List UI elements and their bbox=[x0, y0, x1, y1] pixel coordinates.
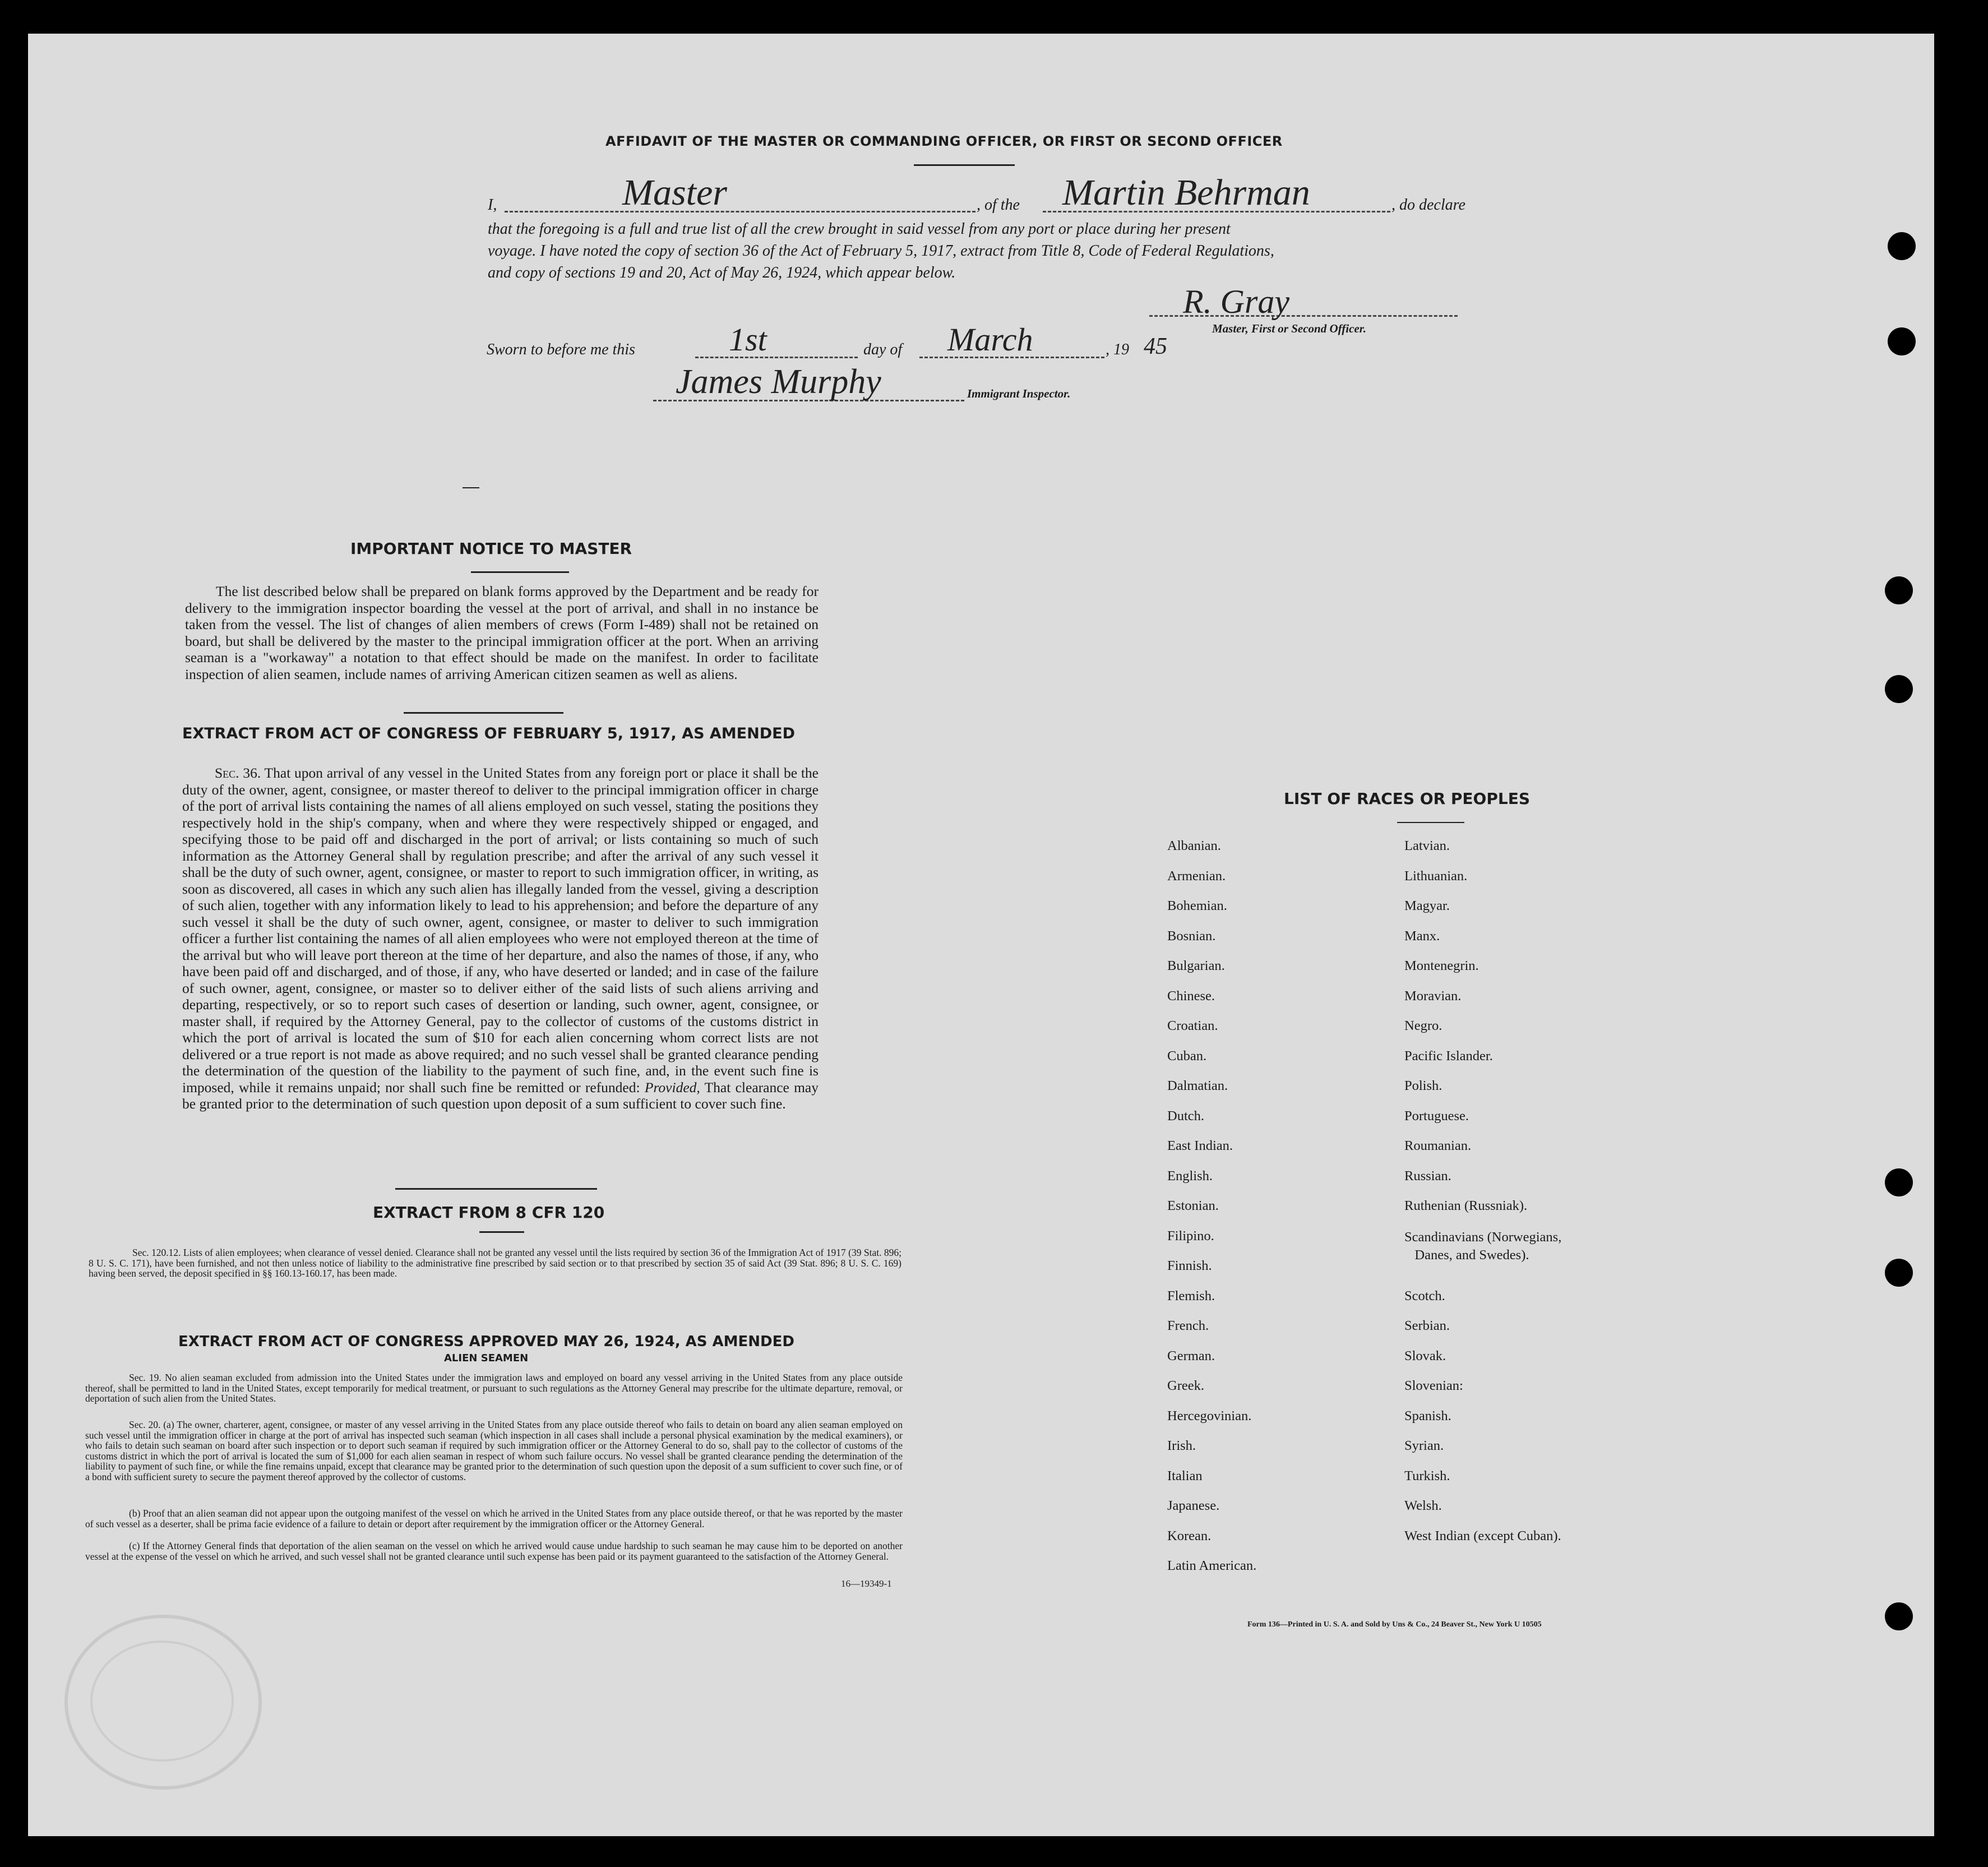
race-item: Hercegovinian. bbox=[1167, 1408, 1252, 1424]
race-item: Serbian. bbox=[1404, 1318, 1450, 1333]
punch-hole bbox=[1885, 576, 1913, 604]
race-item: Ruthenian (Russniak). bbox=[1404, 1198, 1528, 1213]
race-item: Greek. bbox=[1167, 1378, 1204, 1393]
printer-footer: Form 136—Printed in U. S. A. and Sold by Uns & Co., 24 Beaver St., New York U 10505 bbox=[1247, 1620, 1542, 1629]
extract-cfr-body: Sec. 120.12. Lists of alien employees; when clearance of vessel denied. Clearance shall not be granted any vessel until the lists required by section 36 of the Immigration Act of 1917 (39 Stat. 896; 8 U. S. C. 171), have been furnished, and not then unless notice of liability to the administrative fine prescribed by said section or to that prescribed by section 35 of said Act (39 Stat. 896; 8 U. S. C. 169) having been served, the deposit specified in §§ 160.13-160.17, has been made. bbox=[89, 1247, 901, 1279]
race-item: Albanian. bbox=[1167, 838, 1221, 853]
race-item: Flemish. bbox=[1167, 1288, 1215, 1304]
race-item: Polish. bbox=[1404, 1078, 1443, 1093]
punch-hole bbox=[1885, 1168, 1913, 1196]
sec20a-text: Sec. 20. (a) The owner, charterer, agent, consignee, or master of any vessel arriving in the United States from any place outside thereof who fails to detain on board any alien seaman employed on such vessel until the immigration officer in charge at the port of arrival has inspected such seaman (which inspection in all cases shall include a personal physical examination by the medical examiners), or who fails to detain such seaman on board after such inspection or to deport such seaman if required by such immigration officer or the Attorney General to do so, shall pay to the collector of customs of the customs district in which the port of arrival is located the sum of $1,000 for each alien seaman in respect of whom such failure occurs. No vessel shall be granted clearance pending the determination of the liability to payment of such fine, or while the fine remains unpaid, except that clearance may be granted prior to the determination of such question upon the deposit of a sum sufficient to cover such fine, or of a bond with sufficient surety to secure the payment thereof approved by the collector of customs. bbox=[85, 1419, 903, 1482]
divider-dash bbox=[463, 487, 479, 488]
race-item: Finnish. bbox=[1167, 1258, 1212, 1273]
race-item: Welsh. bbox=[1404, 1498, 1442, 1513]
notice-body: The list described below shall be prepared on blank forms approved by the Department and be ready for delivery to the immigration inspector boarding the vessel at the port of arrival, and shall in no instance be taken from the vessel. The list of changes of alien members of crews (Form I-489) shall not be retained on board, but shall be delivered by the master to the principal immigration officer at the port. When an arriving seaman is a "workaway" a notation to that effect should be made on the manifest. In order to facilitate inspection of alien seamen, include names of arriving American citizen seamen as well as aliens. bbox=[185, 583, 819, 682]
race-item: Dutch. bbox=[1167, 1108, 1204, 1124]
master-signature-label: Master, First or Second Officer. bbox=[1212, 322, 1366, 335]
sworn-month-handwritten: March bbox=[947, 321, 1033, 358]
of-label: , of the bbox=[977, 196, 1020, 214]
section-rule bbox=[395, 1188, 597, 1190]
race-item: Roumanian. bbox=[1404, 1138, 1472, 1153]
race-item: Armenian. bbox=[1167, 868, 1226, 884]
notice-title: IMPORTANT NOTICE TO MASTER bbox=[350, 539, 632, 558]
sec36-text: That upon arrival of any vessel in the United States from any foreign port or place it shall be the duty of the owner, agent, consignee, or master thereof to deliver to the principal immigration officer in charge of the port of arrival lists containing the names of all aliens employed on such vessel, stating the positions they respectively hold in the ship's company, when and where they were respectively shipped or engaged, and specifying those to be paid off and discharged in the port of arrival; or lists containing so much of such information as the Attorney General shall by regulation prescribe; and after the arrival of any such vessel it shall be the duty of such owner, agent, consignee, or master to report to such immigration officer, in writing, as soon as discovered, all cases in which any such alien has illegally landed from the vessel, giving a description of such alien, together with any information likely to lead to his apprehension; and before the departure of any such vessel it shall be the duty of such owner, agent, consignee, or master to deliver to such immigration officer a further list containing the names of all alien employees who were not employed thereon at the time of the arrival but who will leave port thereon at the time of her departure, and also the names of those, if any, who have been paid off and discharged, and of those, if any, who have deserted or landed; and in case of the failure of such owner, agent, consignee, or master so to deliver either of the said lists of such aliens arriving and departing, respectively, or so to report such cases of desertion or landing, such owner, agent, consignee, or master shall, if required by the Attorney General, pay to the collector of customs of the customs district in which the port of arrival is located the sum of $10 for each alien concerning whom correct lists are not delivered or a true report is not made as above required; and no such vessel shall be granted clearance pending the determination of the question of the liability to the payment of such fine, and, in the event such fine is imposed, while it remains unpaid; nor shall such fine be remitted or refunded: bbox=[182, 765, 819, 1096]
race-item: Bohemian. bbox=[1167, 898, 1227, 913]
race-item: Latvian. bbox=[1404, 838, 1450, 853]
punch-hole bbox=[1885, 1259, 1913, 1287]
race-item: Japanese. bbox=[1167, 1498, 1220, 1513]
sec19-text: Sec. 19. No alien seaman excluded from admission into the United States under the immigration laws and employed on board any vessel arriving in the United States from any place outside thereof, shall be permitted to land in the United States, except temporarily for medical treatment, or pursuant to such regulations as the Attorney General may prescribe for the ultimate departure, removal, or deportation of such alien from the United States. bbox=[85, 1372, 903, 1404]
cfr-rule bbox=[479, 1231, 524, 1233]
affidavit-title: AFFIDAVIT OF THE MASTER OR COMMANDING OFFICER, OR FIRST OR SECOND OFFICER bbox=[605, 133, 1283, 149]
race-item: Slovak. bbox=[1404, 1348, 1446, 1364]
race-item: English. bbox=[1167, 1168, 1213, 1184]
master-title-handwritten: Master bbox=[622, 172, 727, 213]
punch-hole bbox=[1888, 327, 1916, 355]
sworn-label: Sworn to before me this bbox=[487, 341, 635, 358]
race-item: Lithuanian. bbox=[1404, 868, 1468, 884]
race-item: Scotch. bbox=[1404, 1288, 1445, 1304]
sworn-day-line bbox=[695, 357, 858, 358]
race-item: Russian. bbox=[1404, 1168, 1451, 1184]
notice-rule bbox=[471, 571, 569, 573]
race-item: French. bbox=[1167, 1318, 1209, 1333]
sworn-day-handwritten: 1st bbox=[729, 321, 767, 358]
sec36-text-end: That clearance may be granted prior to the determination of such question upon deposit of a sum sufficient to cover such fine. bbox=[182, 1079, 819, 1112]
affidavit-body-line1: that the foregoing is a full and true list of all the crew brought in said vessel from any port or place during her present bbox=[488, 220, 1231, 238]
race-item: Scandinavians (Norwegians, Danes, and Swedes). bbox=[1404, 1229, 1562, 1263]
race-item: West Indian (except Cuban). bbox=[1404, 1528, 1561, 1543]
form-code: 16—19349-1 bbox=[841, 1578, 892, 1589]
affidavit-body-line2: voyage. I have noted the copy of section 36 of the Act of February 5, 1917, extract from Title 8, Code of Federal Regulations, bbox=[488, 242, 1274, 260]
race-item: Cuban. bbox=[1167, 1048, 1207, 1064]
extract-1924-subtitle: ALIEN SEAMEN bbox=[444, 1352, 529, 1364]
extract-1917-body bbox=[182, 765, 819, 1112]
day-of-label: day of bbox=[863, 341, 903, 358]
race-item: Dalmatian. bbox=[1167, 1078, 1228, 1093]
race-item: Portuguese. bbox=[1404, 1108, 1469, 1124]
race-item: Irish. bbox=[1167, 1438, 1196, 1453]
declare-label: , do declare bbox=[1391, 196, 1465, 214]
races-left-column bbox=[1167, 838, 1256, 1588]
inspector-label: Immigrant Inspector. bbox=[967, 387, 1071, 400]
punch-hole bbox=[1885, 675, 1913, 703]
extract-1924-title: EXTRACT FROM ACT OF CONGRESS APPROVED MAY 26, 1924, AS AMENDED bbox=[178, 1333, 794, 1350]
race-item: Syrian. bbox=[1404, 1438, 1444, 1453]
race-item: Montenegrin. bbox=[1404, 958, 1479, 973]
affidavit-body-line3: and copy of sections 19 and 20, Act of May 26, 1924, which appear below. bbox=[488, 264, 956, 281]
race-item: Spanish. bbox=[1404, 1408, 1451, 1424]
race-item: Filipino. bbox=[1167, 1228, 1214, 1244]
punch-hole bbox=[1888, 232, 1916, 260]
provided-label: Provided, bbox=[644, 1079, 700, 1096]
race-item: East Indian. bbox=[1167, 1138, 1233, 1153]
race-item: Croatian. bbox=[1167, 1018, 1218, 1033]
race-item: Pacific Islander. bbox=[1404, 1048, 1493, 1064]
race-item: Slovenian: bbox=[1404, 1378, 1463, 1393]
title-rule bbox=[914, 164, 1015, 166]
inspector-signature: James Murphy bbox=[676, 363, 881, 401]
year-prefix: , 19 bbox=[1106, 341, 1129, 358]
sworn-year-handwritten: 45 bbox=[1144, 334, 1167, 359]
race-item: Negro. bbox=[1404, 1018, 1443, 1033]
races-right-column bbox=[1404, 838, 1561, 1558]
embossed-seal bbox=[64, 1615, 262, 1790]
extract-1917-title: EXTRACT FROM ACT OF CONGRESS OF FEBRUARY 5, 1917, AS AMENDED bbox=[182, 725, 795, 742]
sec20c-text: (c) If the Attorney General finds that deportation of the alien seaman on the vessel on which he arrived would cause undue hardship to such seaman he may cause him to be deported on another vessel at the expense of the vessel on which he arrived, and such vessel shall not be granted clearance until such expense has been paid or its payment guaranteed to the satisfaction of the Attorney General. bbox=[85, 1540, 903, 1562]
punch-hole bbox=[1885, 1602, 1913, 1630]
race-item: Manx. bbox=[1404, 928, 1440, 944]
i-label: I, bbox=[488, 196, 497, 214]
races-rule bbox=[1397, 822, 1464, 823]
races-title: LIST OF RACES OR PEOPLES bbox=[1284, 789, 1530, 808]
race-item: Chinese. bbox=[1167, 988, 1215, 1004]
race-item: Korean. bbox=[1167, 1528, 1212, 1543]
race-item: German. bbox=[1167, 1348, 1215, 1364]
race-item: Bosnian. bbox=[1167, 928, 1216, 944]
section-rule bbox=[404, 712, 563, 714]
extract-cfr-title: EXTRACT FROM 8 CFR 120 bbox=[373, 1203, 605, 1222]
race-item: Moravian. bbox=[1404, 988, 1462, 1004]
race-item: Estonian. bbox=[1167, 1198, 1219, 1213]
sec36-label: Sec. 36. bbox=[215, 765, 261, 781]
race-item: Turkish. bbox=[1404, 1468, 1450, 1484]
sec20b-text: (b) Proof that an alien seaman did not appear upon the outgoing manifest of the vessel on which he arrived in the United States from any place outside thereof, or that he was reported by the master of such vessel as a deserter, shall be prima facie evidence of a failure to detain or deport after requirement by the immigration officer or the Attorney General. bbox=[85, 1508, 903, 1529]
vessel-name-handwritten: Martin Behrman bbox=[1062, 172, 1310, 213]
race-item: Italian bbox=[1167, 1468, 1203, 1484]
race-item: Bulgarian. bbox=[1167, 958, 1225, 973]
i-line bbox=[505, 211, 975, 212]
race-item: Latin American. bbox=[1167, 1558, 1257, 1573]
master-signature: R. Gray bbox=[1183, 283, 1289, 320]
race-item: Magyar. bbox=[1404, 898, 1450, 913]
